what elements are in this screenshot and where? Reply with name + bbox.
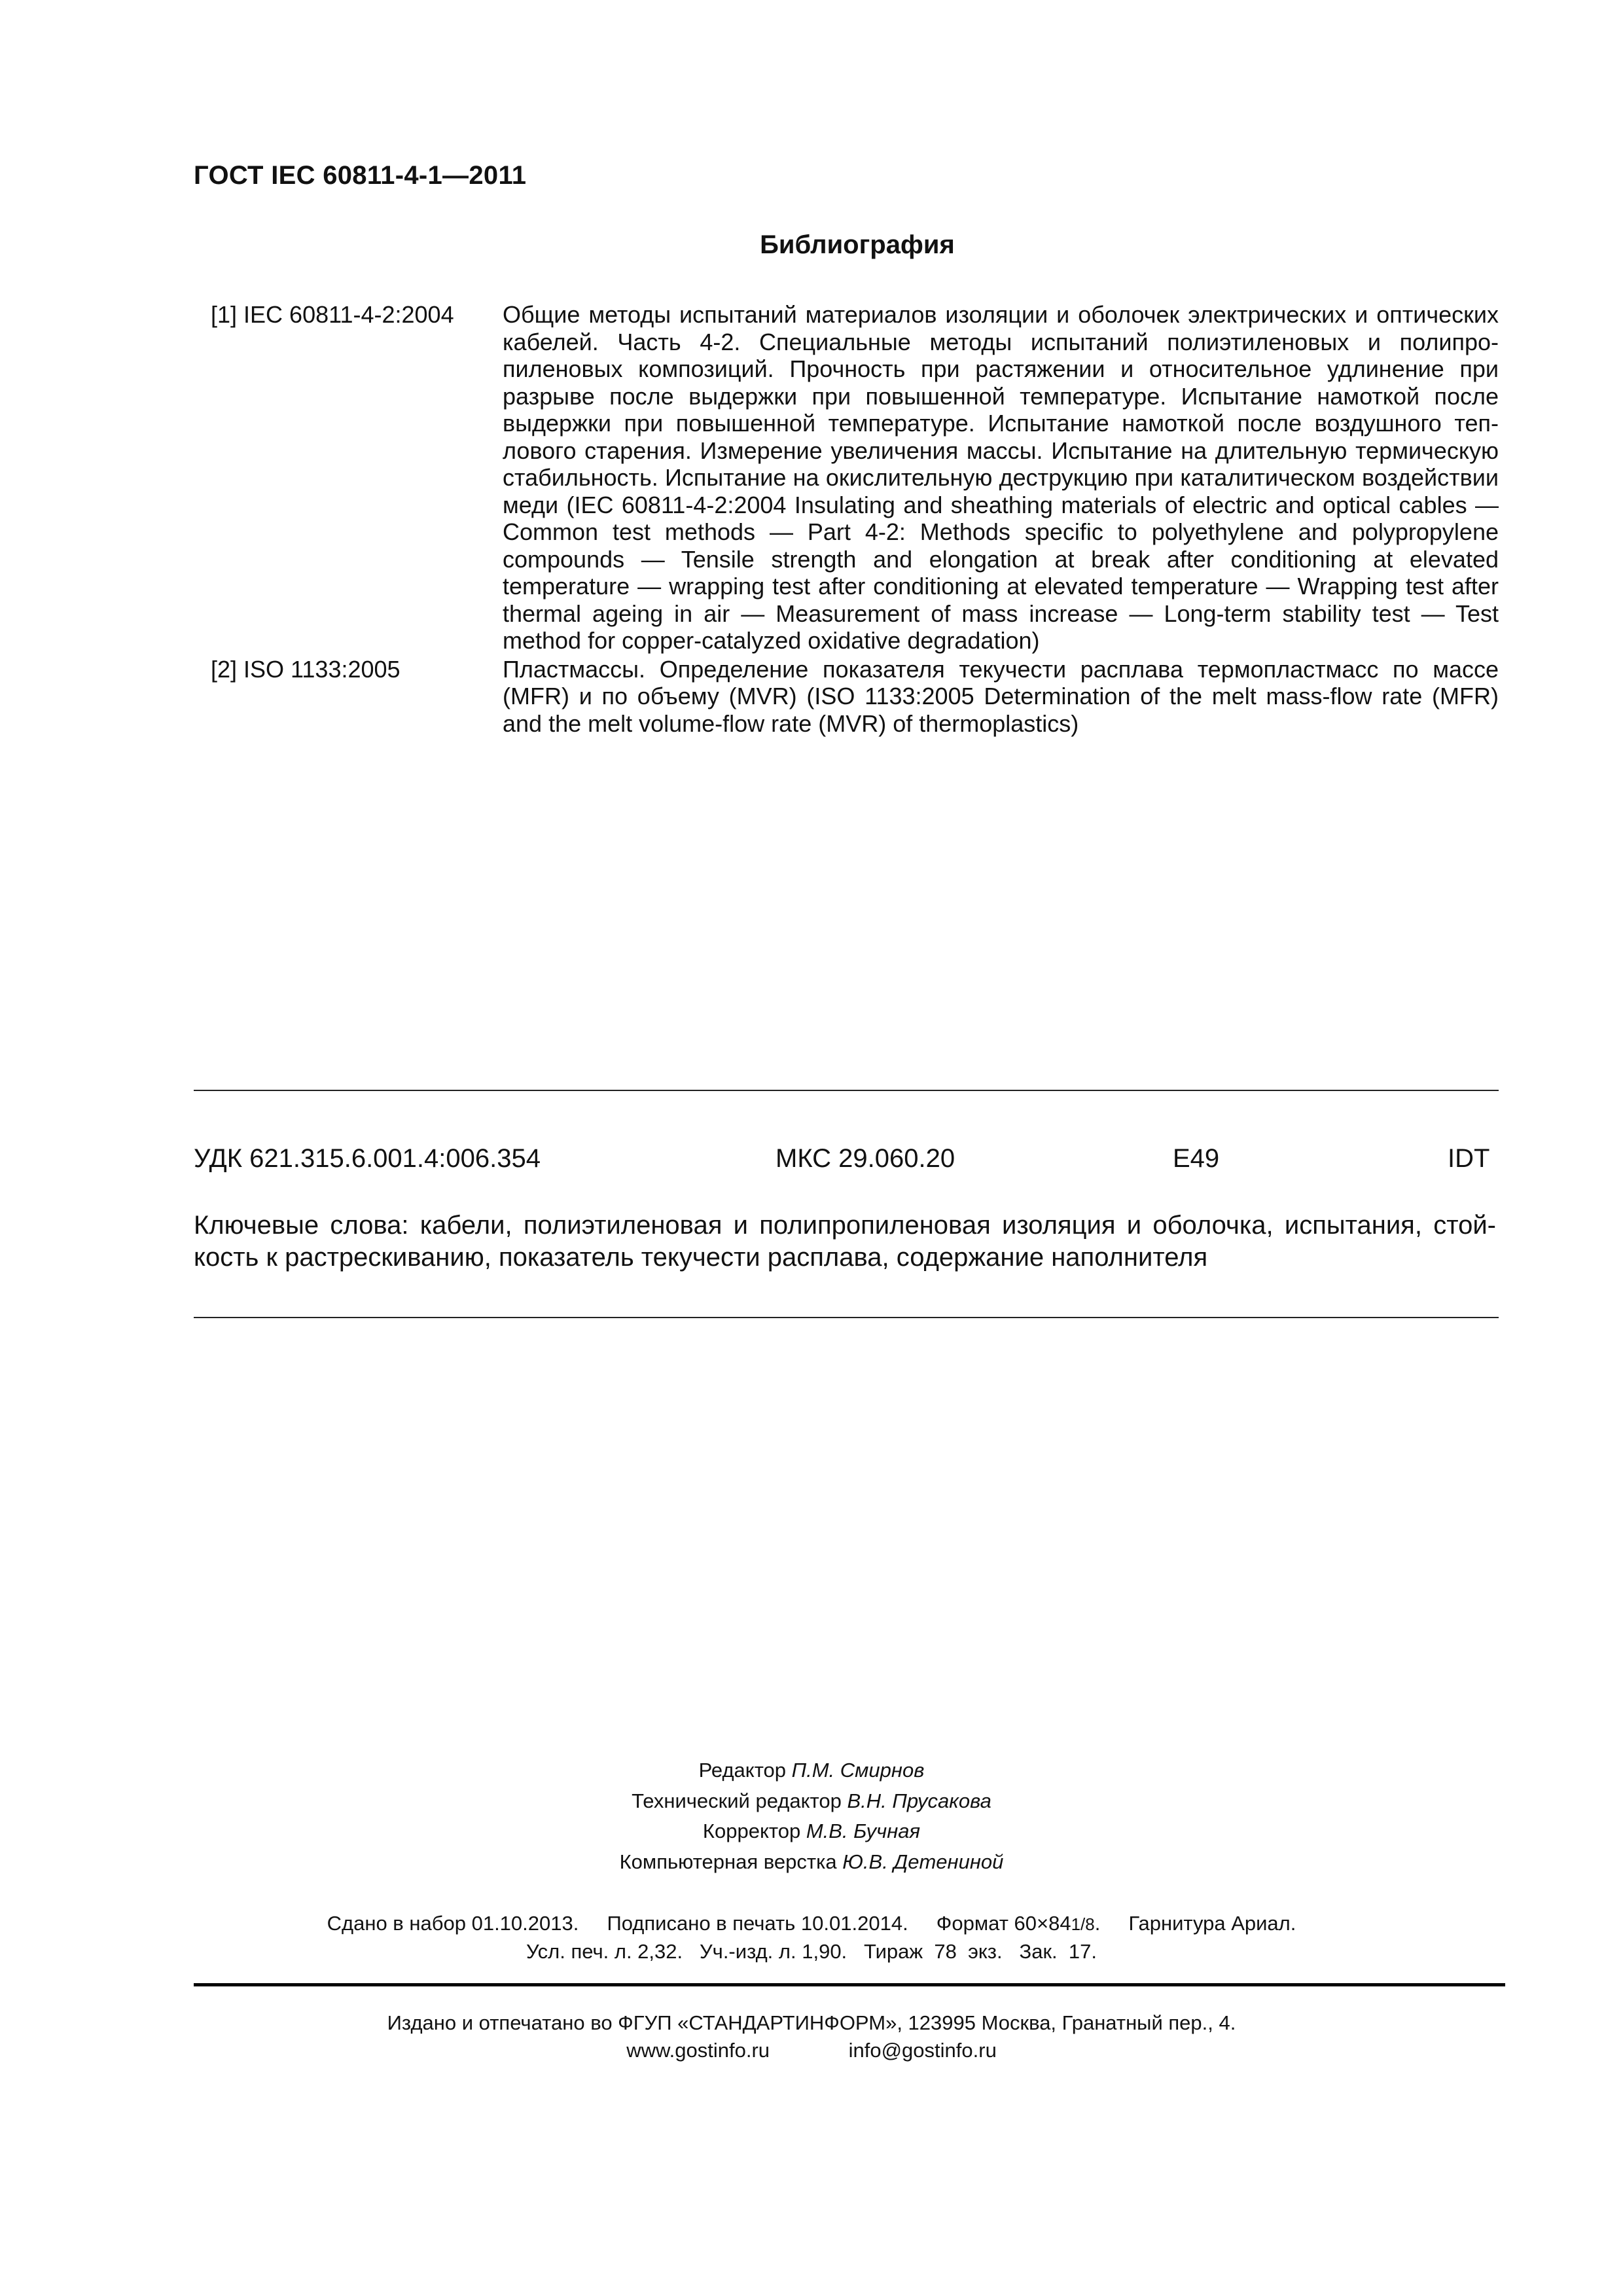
format-fraction: 1/8 [1071, 1914, 1095, 1934]
bibliography-entry [211, 301, 1499, 655]
print-line-1: Сдано в набор 01.10.2013. Подписано в печать 10.01.2014. Формат 60×841/8. Гарнитура Ариал. [327, 1912, 1296, 1935]
credit-line [0, 1755, 1623, 1786]
publisher-contacts [0, 2037, 1623, 2064]
credit-role: Технический редактор [632, 1789, 847, 1812]
bibliography-title: Библиография [760, 230, 955, 259]
paper-format: Формат 60×84 [936, 1912, 1071, 1935]
credit-name: Ю.В. Дemениной [842, 1850, 1004, 1873]
credit-name: М.В. Бучная [806, 1820, 921, 1842]
signed-date: Подписано в печать 10.01.2014. [607, 1912, 908, 1935]
credit-role: Компьютерная верстка [619, 1850, 843, 1873]
bibliography-entry [211, 656, 1499, 738]
credit-role: Корректор [702, 1820, 806, 1842]
entry-text: Общие методы испытаний материалов изоляции и оболочек электрических и оптических кабелей. Часть 4-2. Специальные методы испытаний полиэтиленовых и полипропиленовых композиций. Прочность при растяжении и относительное удлинение при разрыве после выдержки при повышенной температуре. Испытание намоткой после выдержки при повышенной температуре. Испытание намоткой после воздушного теплового старения. Измерение увеличения массы. Испытание на длительную термическую стабильность. Испытание на окислительную деструкцию при каталитическом воздействии меди (IEC 60811-4-2:2004 Insulating and sheathing materials of electric and optical cables — Common test methods — Part 4-2: Methods specific to polyethylene and polypropylene compounds — Tensile strength and elongation at break after conditioning at elevated temperature — wrapping test after conditioning at elevated temperature — Wrapping test after thermal ageing in air — Measurement of mass increase — Long-term stability test — Test method for copper-catalyzed oxidative degradation) [503, 301, 1499, 654]
okp-code: E49 [1173, 1144, 1220, 1173]
publisher-info [0, 2009, 1623, 2064]
typeface: Гарнитура Ариал. [1128, 1912, 1296, 1935]
print-details [0, 1910, 1623, 1965]
print-run: Тираж 78 экз. [864, 1940, 1003, 1963]
publisher-email[interactable]: info@gostinfo.ru [848, 2039, 997, 2062]
credit-line [0, 1847, 1623, 1878]
credit-line [0, 1786, 1623, 1817]
bibliography-list [211, 301, 1499, 737]
entry-reference: [1] IEC 60811-4-2:2004 [211, 301, 454, 328]
credit-line [0, 1816, 1623, 1847]
mks-code: МКС 29.060.20 [776, 1144, 955, 1173]
publication-sheets: Уч.-изд. л. 1,90. [699, 1940, 847, 1963]
entry-text: Пластмассы. Определение показателя текучести расплава термопластмасс по массе (MFR) и по объему (MVR) (ISO 1133:2005 Determination of the melt mass-flow rate (MFR) and the melt volume-flow rate (MVR) of thermoplastics) [503, 655, 1499, 737]
credit-role: Редактор [698, 1759, 792, 1782]
entry-reference: [2] ISO 1133:2005 [211, 655, 401, 683]
submitted-date: Сдано в набор 01.10.2013. [327, 1912, 579, 1935]
editorial-credits [0, 1755, 1623, 1877]
divider-bottom [194, 1983, 1505, 1986]
divider-top [194, 1090, 1499, 1091]
document-number: ГОСТ IEC 60811-4-1—2011 [194, 161, 527, 190]
udk-code: УДК 621.315.6.001.4:006.354 [194, 1144, 541, 1173]
keywords: Ключевые слова: кабели, полиэтиленовая и полипропиленовая изоляция и оболочка, испытания, стойкость к растрескиванию, показатель текучести расплава, содержание наполнителя [194, 1211, 1496, 1272]
printed-sheets: Усл. печ. л. 2,32. [526, 1940, 683, 1963]
credit-name: В.Н. Прусакова [847, 1789, 991, 1812]
publisher-website[interactable]: www.gostinfo.ru [626, 2039, 770, 2062]
credit-name: П.М. Смирнов [791, 1759, 925, 1782]
print-line-2 [0, 1938, 1623, 1965]
harmonization-degree: IDT [1448, 1144, 1490, 1173]
publisher-line: Издано и отпечатано во ФГУП «СТАНДАРТИНФОРМ», 123995 Москва, Гранатный пер., 4. [387, 2011, 1236, 2034]
divider-middle [194, 1317, 1499, 1318]
order-number: Зак. 17. [1019, 1940, 1097, 1963]
